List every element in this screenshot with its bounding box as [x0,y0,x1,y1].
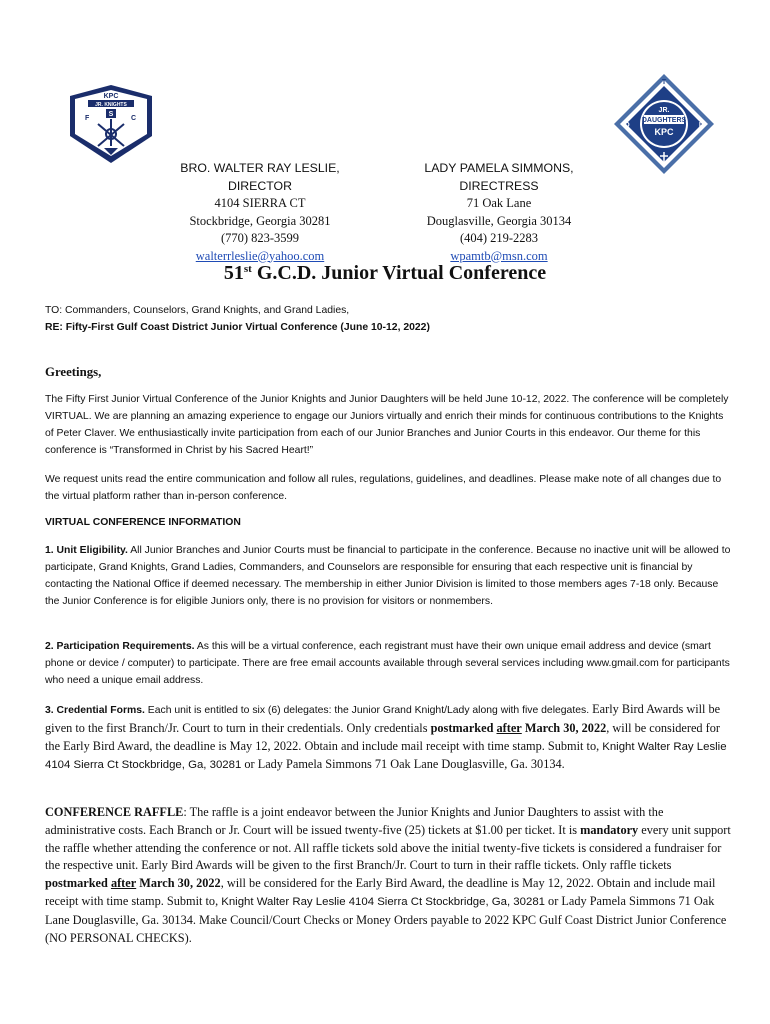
intro-paragraph: The Fifty First Junior Virtual Conference of the Junior Knights and Junior Daughters will be held June 10-12, 2022. The conference will be completely VIRTUAL. We are planning an amazing experience to engage our Juniors virtually and enrich their minds for continuous contributions to the Knights of Peter Claver. We enthusiastically invite participation from each of our Junior Branches and Junior Courts in this endeavor. Our theme for this conference is “Transformed in Christ by his Sacred Heart!” [45,394,729,456]
raffle-paragraph: CONFERENCE RAFFLE: The raffle is a joint endeavor between the Junior Knights and Junior Daughters to assist with the administrative costs. Each Branch or Jr. Court will be issued twenty-five (25) tickets at $1.00 per ticket. It is mandatory every unit support the raffle whether attending the conference or not. All raffle tickets sold above the initial twenty-five tickets is considered a fundraiser for the respective unit. Early Bird Awards will be given to the first Branch/Jr. Court to turn in their raffle tickets. Only raffle tickets postmarked after March 30, 2022, will be considered for the Early Bird Award, the deadline is May 12, 2022. Obtain and include mail receipt with time stamp. Submit to, Knight Walter Ray Leslie 4104 Sierra Ct Stockbridge, Ga, 30281 or Lady Pamela Simmons 71 Oak Lane Douglasville, Ga. 30134. Make Council/Court Checks or Money Orders payable to 2022 KPC Gulf Coast District Junior Conference (NO PERSONAL CHECKS). [45,805,731,945]
credential-forms-paragraph: 3. Credential Forms. Each unit is entitled to six (6) delegates: the Junior Grand Knight/Lady along with five delegates. Early Bird Awards will be given to the first Branch/Jr. Court to turn in their credentials. Only credentials postmarked after March 30, 2022, will be considered for the Early Bird Award, the deadline is May 12, 2022. Obtain and include mail receipt with time stamp. Submit to, Knight Walter Ray Leslie 4104 Sierra Ct Stockbridge, Ga, 30281 or Lady Pamela Simmons 71 Oak Lane Douglasville, Ga. 30134. [45,702,727,772]
directress-address: 71 Oak Lane [466,196,532,210]
logo-letter-t: T [661,79,667,86]
director-address: 4104 SIERRA CT [214,196,306,210]
participation-label: 2. Participation Requirements. [45,641,195,652]
logo-letter-c: C [131,115,137,122]
director-email-link[interactable]: walterrleslie@yahoo.com [195,248,325,263]
unit-eligibility-label: 1. Unit Eligibility. [45,545,128,556]
request-paragraph: We request units read the entire communication and follow all rules, regulations, guidelines, and deadlines. Please make note of all changes due to the virtual platform rather than in-person conference. [45,474,722,502]
jr-knights-logo [68,84,154,164]
jr-daughters-logo [612,72,716,176]
logo-jr-knights-text: JR. KNIGHTS [95,102,127,108]
logo-daughters-text: DAUGHTERS [641,117,687,124]
to-line: TO: Commanders, Counselors, Grand Knights, and Grand Ladies, [45,305,350,316]
logo-kpc-text: KPC [103,93,119,100]
credential-forms-label: 3. Credential Forms. [45,705,145,716]
director-city: Stockbridge, Georgia 30281 [189,213,331,228]
section-heading: VIRTUAL CONFERENCE INFORMATION [45,517,241,528]
document-title: 51st G.C.D. Junior Virtual Conference [223,262,547,284]
logo-letter-l: L [698,122,704,129]
director-contact [150,160,370,265]
unit-eligibility-paragraph: 1. Unit Eligibility. All Junior Branches and Junior Courts must be financial to participate in the conference. Because no inactive unit will be allowed to participate, Grand Knights, Grand Ladies, Commanders, and Counselors are responsible for ensuring that each respective unit is financial by contacting the National Office if deemed necessary. The membership in either Junior Division is limited to those members ages 7-18 only. Because the Junior Conference is for eligible Juniors only, there is no provision for visitors or nonmembers. [45,545,731,607]
directress-name: LADY PAMELA SIMMONS, DIRECTRESS [424,161,574,193]
re-line: RE: Fifty-First Gulf Coast District Junior Virtual Conference (June 10-12, 2022) [45,322,430,333]
raffle-label: CONFERENCE RAFFLE [45,805,184,819]
logo-letter-o: O [624,122,630,129]
directress-city: Douglasville, Georgia 30134 [426,213,572,228]
greeting: Greetings, [45,365,102,379]
directress-contact [388,160,610,265]
logo-letter-s: S [108,111,114,118]
addressee-block [45,302,731,336]
director-phone: (770) 823-3599 [220,231,300,245]
directress-email-link[interactable]: wpamtb@msn.com [450,248,548,263]
director-name: BRO. WALTER RAY LESLIE, DIRECTOR [180,161,340,193]
participation-paragraph: 2. Participation Requirements. As this will be a virtual conference, each registrant must have their own unique email address and device (smart phone or device / computer) to participate. There are free email accounts available through several services including www.gmail.com for participants who need a unique email address. [45,641,730,686]
logo-kpc-text: KPC [654,127,674,137]
directress-phone: (404) 219-2283 [459,231,539,245]
logo-letter-f: F [85,115,90,122]
logo-jr-text: JR. [658,107,670,114]
